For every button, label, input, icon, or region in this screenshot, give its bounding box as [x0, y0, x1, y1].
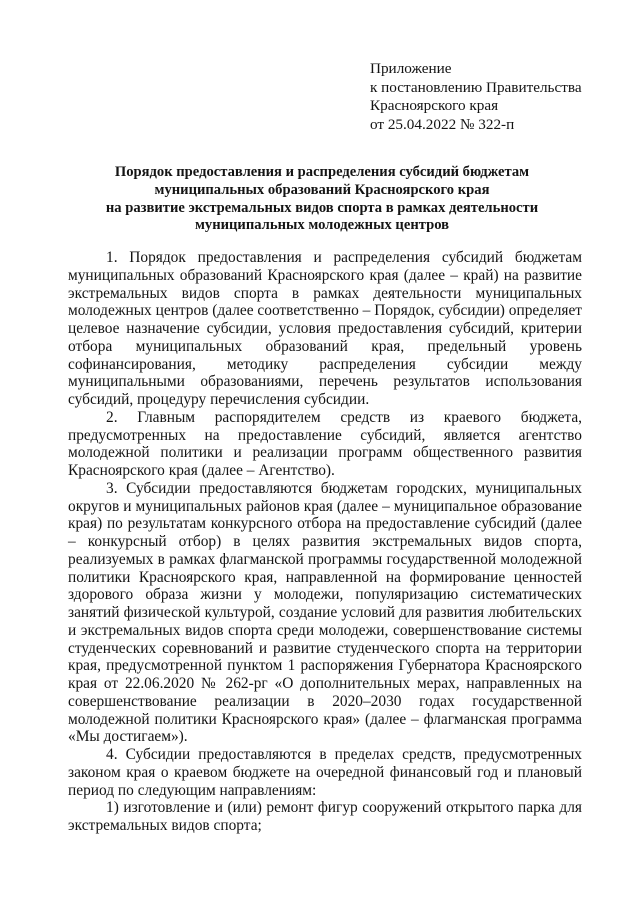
title-line-3: на развитие экстремальных видов спорта в рамках деятельности: [105, 199, 539, 216]
appendix-date-number: от 25.04.2022 № 322-п: [370, 115, 515, 133]
appendix-region: Красноярского края: [370, 97, 499, 115]
paragraph-3: 3. Субсидии предоставляются бюджетам городских, муниципальных округов и муниципальных районов края (далее – муниципальное образование края) по результатам конкурсного отбора на предоставление субсидий (далее – конкурсный отбор) в целях развития экстремальных видов спорта, реализуемых в рамках флагманской программы государственной молодежной политики Красноярского края, направленной на формирование ценностей здорового образа жизни у молодежи, популяризацию систематических занятий физической культурой, создание условий для развития любительских и экстремальных видов спорта среди молодежи, совершенствование системы студенческих соревнований и развитие студенческого спорта на территории края, предусмотренной пунктом 1 распоряжения Губернатора Красноярского края от 22.06.2020 № 262-рг «О дополнительных мерах, направленных на совершенствование реализации в 2020–2030 годах государственной молодежной политики Красноярского края» (далее – флагманская программа «Мы достигаем»).: [68, 479, 582, 746]
paragraph-4: 4. Субсидии предоставляются в пределах средств, предусмотренных законом края о краевом бюджете на очередной финансовый год и плановый период по следующим направлениям:: [68, 746, 582, 799]
title-line-2: муниципальных образований Красноярского края: [154, 181, 490, 198]
paragraph-4-item-1: 1) изготовление и (или) ремонт фигур сооружений открытого парка для экстремальных видов спорта;: [68, 799, 582, 834]
paragraph-1: 1. Порядок предоставления и распределения субсидий бюджетам муниципальных образований Красноярского края (далее – край) на развитие экстремальных видов спорта в рамках деятельности муниципальных молодежных центров (далее соответственно – Порядок, субсидии) определяет целевое назначение субсидии, условия предоставления субсидий, критерии отбора муниципальных образований края, предельный уровень софинансирования, методику распределения субсидии между муниципальными образованиями, перечень результатов использования субсидий, процедуру перечисления субсидии.: [68, 249, 583, 408]
document-title: [60, 164, 584, 235]
title-line-4: муниципальных молодежных центров: [194, 217, 450, 234]
appendix-block: [370, 60, 620, 134]
appendix-decree: к постановлению Правительства: [370, 78, 582, 96]
title-line-1: Порядок предоставления и распределения субсидий бюджетам: [114, 164, 530, 180]
document-body: [68, 249, 582, 835]
appendix-label: Приложение: [370, 60, 452, 77]
paragraph-2: 2. Главным распорядителем средств из краевого бюджета, предусмотренных на предоставление субсидий, является агентство молодежной политики и реализации программ общественного развития Красноярского края (далее – Агентство).: [68, 408, 582, 479]
